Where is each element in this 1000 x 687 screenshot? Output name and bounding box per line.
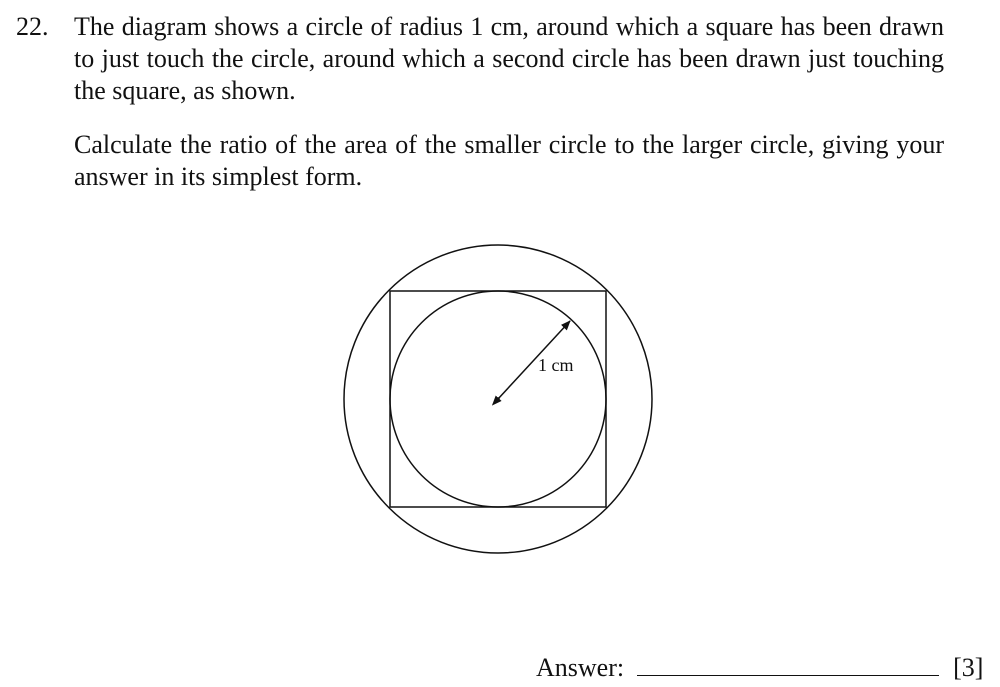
geometry-diagram [330, 232, 670, 567]
radius-label: 1 cm [538, 355, 574, 375]
question-instruction: Calculate the ratio of the area of the smaller circle to the larger circle, giving your answer in its simplest form. [74, 130, 944, 191]
answer-label: Answer: [536, 653, 625, 682]
answer-blank[interactable] [637, 649, 939, 676]
answer-row [536, 649, 983, 684]
marks-label: [3] [953, 653, 984, 682]
question-number: 22. [16, 12, 49, 41]
question-text: The diagram shows a circle of radius 1 cm, around which a square has been drawn to just touch the circle, around which a second circle has been drawn just touching the square, as shown. [74, 12, 944, 105]
